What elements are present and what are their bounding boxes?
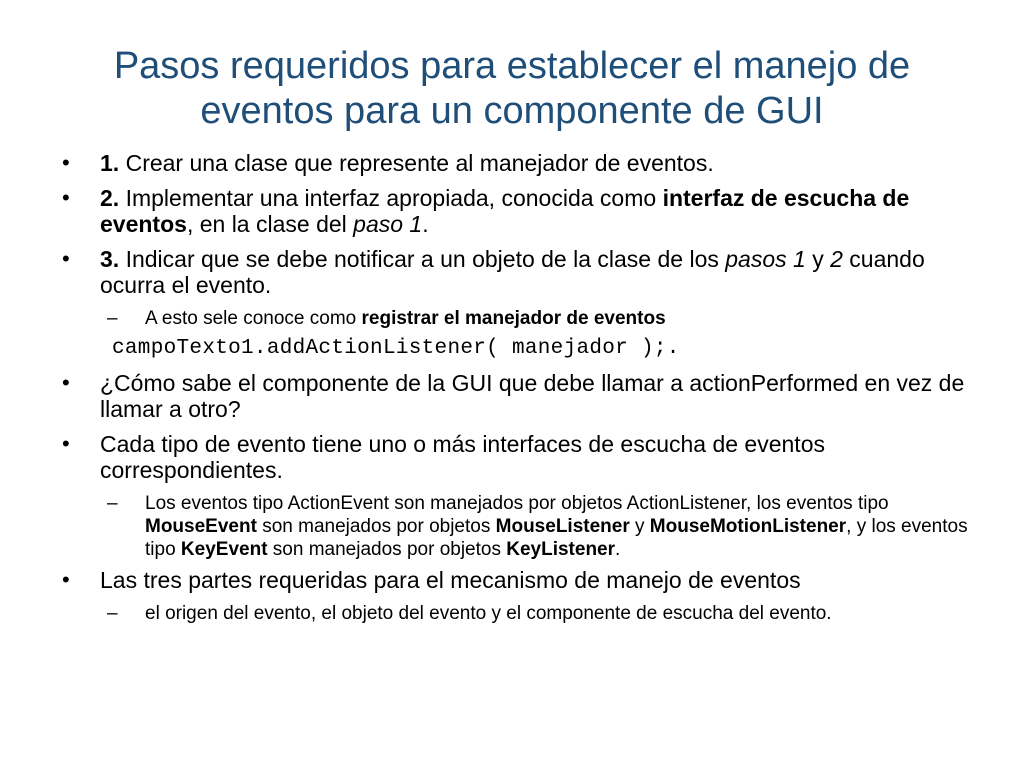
bullet-item-3 <box>62 246 982 298</box>
slide-title <box>60 44 964 134</box>
step-text: Implementar una interfaz apropiada, conocida como <box>119 185 663 211</box>
class-name: MouseMotionListener <box>649 516 847 537</box>
sub-text: Los eventos tipo ActionEvent son manejados por objetos ActionListener, los eventos tipo <box>145 493 889 514</box>
bullet-text: Cada tipo de evento tiene uno o más interfaces de escucha de eventos correspondientes. <box>100 431 825 483</box>
emphasis-text: interfaz de escucha de eventos <box>100 185 910 237</box>
step-number: 2. <box>100 185 120 211</box>
sub-text: A esto sele conoce como <box>145 308 362 329</box>
bullet-item-1 <box>62 150 982 176</box>
sub-text: , y los eventos tipo <box>145 516 968 560</box>
step-text: cuando ocurra el evento. <box>100 246 925 298</box>
step-text: Crear una clase que represente al manejador de eventos. <box>119 150 714 176</box>
bullet-icon: • <box>62 150 70 175</box>
bullet-item-2 <box>62 185 982 237</box>
step-text: . <box>422 211 429 237</box>
bullet-icon: • <box>62 370 70 395</box>
dash-icon: – <box>107 603 118 624</box>
slide-body <box>62 150 982 631</box>
step-number: 3. <box>100 246 120 272</box>
sub-item-6-1 <box>107 602 982 625</box>
sub-text: son manejados por objetos <box>256 516 496 537</box>
dash-icon: – <box>107 493 118 514</box>
bullet-icon: • <box>62 246 70 271</box>
step-text: , en la clase del <box>186 211 354 237</box>
bullet-item-6 <box>62 567 982 593</box>
dash-icon: – <box>107 308 118 329</box>
italic-text: paso 1 <box>353 211 423 237</box>
bullet-text: Las tres partes requeridas para el mecanismo de manejo de eventos <box>100 567 801 593</box>
class-name: KeyListener <box>506 539 616 560</box>
title-line-1: Pasos requeridos para establecer el manejo de <box>113 45 911 87</box>
code-line: campoTexto1.addActionListener( manejador );. <box>112 337 680 360</box>
step-number: 1. <box>100 150 120 176</box>
italic-text: 2 <box>830 246 843 272</box>
step-text: Indicar que se debe notificar a un objeto de la clase de los <box>119 246 726 272</box>
sub-item-3-1 <box>107 307 982 330</box>
bullet-icon: • <box>62 567 70 592</box>
emphasis-text: registrar el manejador de eventos <box>361 308 666 329</box>
bullet-text: ¿Cómo sabe el componente de la GUI que debe llamar a actionPerformed en vez de llamar a otro? <box>100 370 965 422</box>
sub-item-5-1 <box>107 492 982 561</box>
bullet-icon: • <box>62 431 70 456</box>
class-name: KeyEvent <box>180 539 268 560</box>
title-line-2: eventos para un componente de GUI <box>200 90 824 132</box>
bullet-item-5 <box>62 431 982 483</box>
italic-text: pasos 1 <box>725 246 806 272</box>
sub-text: . <box>615 539 621 560</box>
class-name: MouseEvent <box>145 516 257 537</box>
sub-text: y <box>629 516 650 537</box>
step-text: y <box>805 246 831 272</box>
bullet-item-4 <box>62 370 982 422</box>
bullet-icon: • <box>62 185 70 210</box>
sub-text: son manejados por objetos <box>267 539 507 560</box>
sub-text: el origen del evento, el objeto del evento y el componente de escucha del evento. <box>145 603 832 624</box>
class-name: MouseListener <box>495 516 630 537</box>
